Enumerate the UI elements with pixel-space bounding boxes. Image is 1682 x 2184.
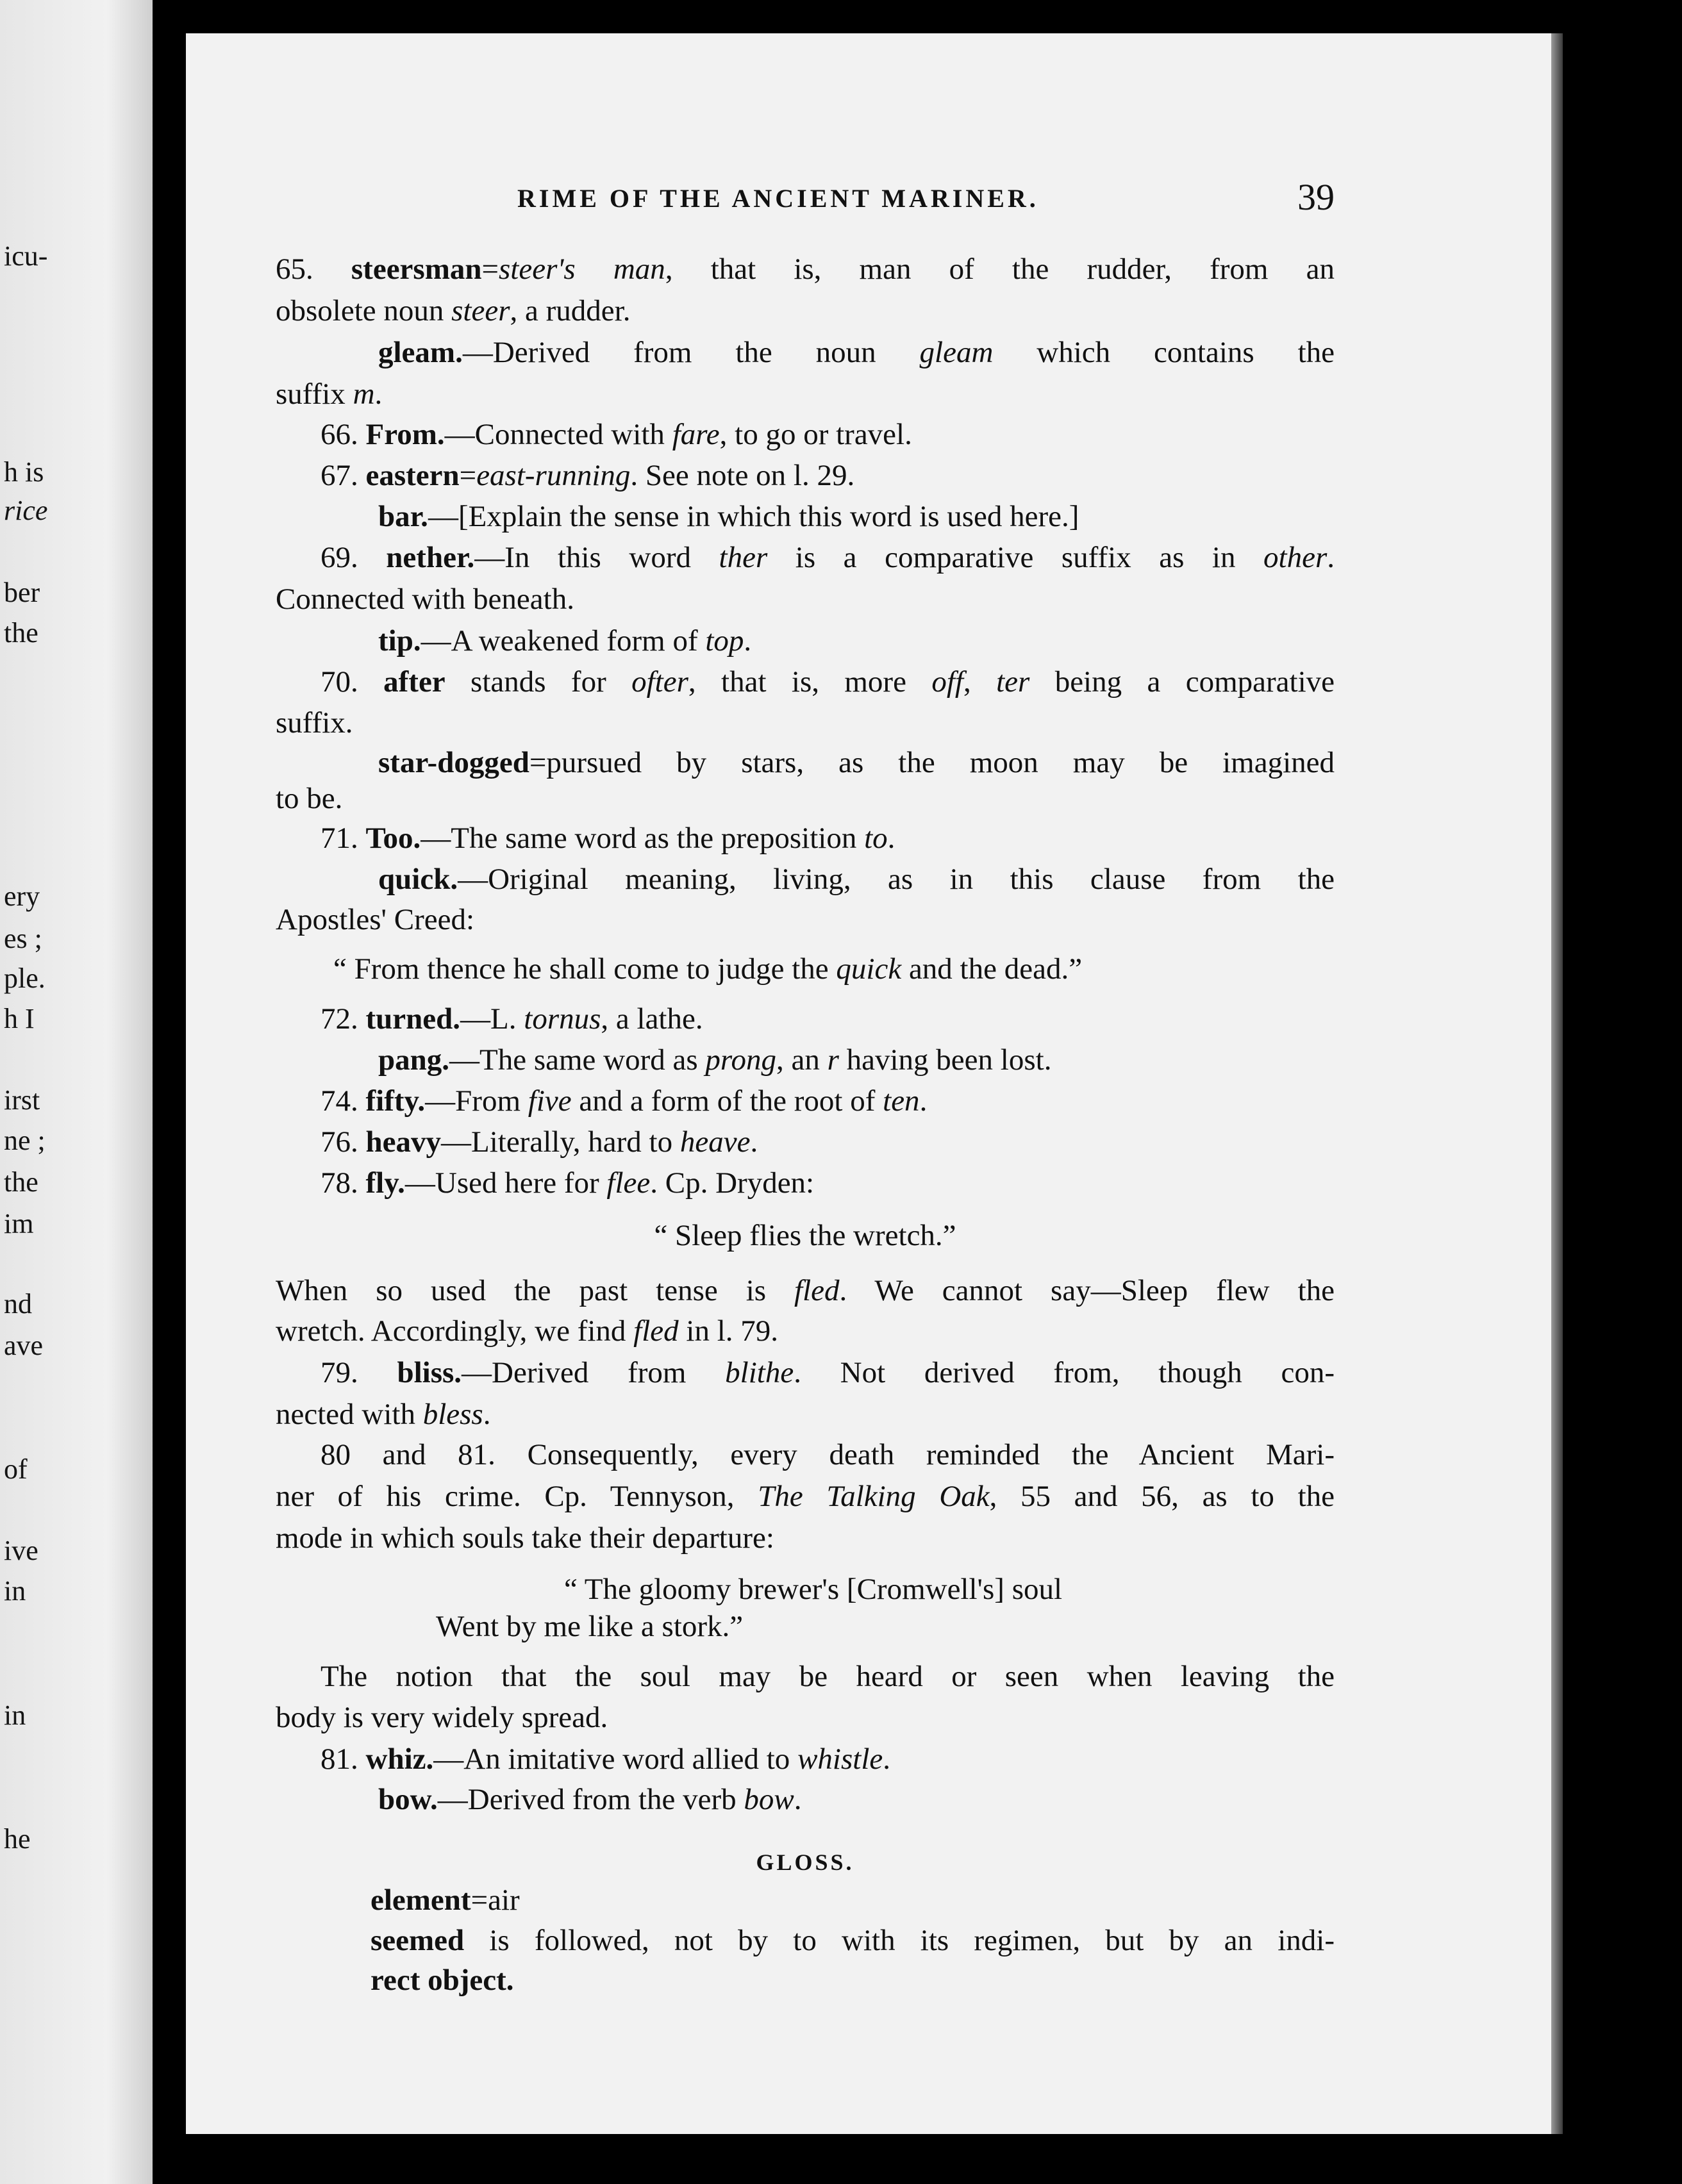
note-line: suffix.	[276, 706, 353, 740]
note-line: 70. after stands for ofter, that is, more off, ter being a comparative	[321, 665, 1335, 699]
quote-line: “ Sleep flies the wretch.”	[654, 1219, 956, 1252]
quote-line: “ The gloomy brewer's [Cromwell's] soul	[564, 1573, 1063, 1606]
quote-line: Went by me like a stork.”	[436, 1610, 744, 1643]
left-fragment: ery	[4, 881, 40, 912]
left-fragment: icu-	[4, 240, 48, 272]
note-line: suffix m.	[276, 377, 383, 411]
note-line: 71. Too.—The same word as the preposition to.	[321, 822, 895, 855]
note-line: body is very widely spread.	[276, 1701, 608, 1734]
gloss-line: element=air	[371, 1883, 520, 1917]
note-line: Connected with beneath.	[276, 583, 574, 616]
note-line: wretch. Accordingly, we find fled in l. 79.	[276, 1314, 779, 1348]
left-fragment: he	[4, 1823, 31, 1855]
note-line: 66. From.—Connected with fare, to go or travel.	[321, 418, 912, 451]
note-line: pang.—The same word as prong, an r having been lost.	[378, 1043, 1052, 1077]
left-fragment: es ;	[4, 923, 42, 954]
gloss-heading: GLOSS.	[756, 1849, 854, 1875]
page-edge-shadow	[1551, 33, 1563, 2134]
left-fragment: ave	[4, 1330, 44, 1361]
note-line: star-dogged=pursued by stars, as the moon may be imagined	[378, 746, 1335, 779]
note-line: Apostles' Creed:	[276, 903, 474, 936]
left-fragment: the	[4, 617, 38, 649]
note-line: 76. heavy—Literally, hard to heave.	[321, 1125, 758, 1159]
left-fragment: ive	[4, 1535, 38, 1566]
left-fragment: im	[4, 1208, 34, 1239]
left-fragment: ple.	[4, 963, 46, 994]
quote-line: “ From thence he shall come to judge the quick and the dead.”	[333, 952, 1083, 986]
running-header	[331, 172, 1335, 223]
left-fragment: the	[4, 1166, 38, 1198]
left-fragment: of	[4, 1453, 28, 1485]
left-page-edge	[0, 0, 153, 2184]
left-fragment: nd	[4, 1288, 32, 1320]
note-line: 74. fifty.—From five and a form of the root of ten.	[321, 1084, 928, 1118]
note-line: bar.—[Explain the sense in which this word is used here.]	[378, 500, 1079, 533]
note-line: obsolete noun steer, a rudder.	[276, 294, 631, 327]
note-line: 81. whiz.—An imitative word allied to whistle.	[321, 1742, 890, 1776]
gloss-line: seemed is followed, not by to with its regimen, but by an indi-	[371, 1924, 1335, 1957]
note-line: quick.—Original meaning, living, as in this clause from the	[378, 863, 1335, 896]
left-fragment: h I	[4, 1003, 35, 1034]
note-line: to be.	[276, 782, 343, 815]
note-line: gleam.—Derived from the noun gleam which contains the	[378, 336, 1335, 369]
note-line: When so used the past tense is fled. We cannot say—Sleep flew the	[276, 1274, 1335, 1307]
left-fragment: in	[4, 1700, 26, 1731]
left-fragment: ne ;	[4, 1125, 46, 1156]
note-line: ner of his crime. Cp. Tennyson, The Talking Oak, 55 and 56, as to the	[276, 1480, 1335, 1513]
note-line: tip.—A weakened form of top.	[378, 624, 752, 658]
note-line: bow.—Derived from the verb bow.	[378, 1783, 802, 1816]
page-number: 39	[1297, 176, 1335, 218]
note-line: 78. fly.—Used here for flee. Cp. Dryden:	[321, 1166, 815, 1200]
left-fragment: ber	[4, 577, 40, 608]
note-line: mode in which souls take their departure:	[276, 1521, 774, 1555]
note-line: 79. bliss.—Derived from blithe. Not derived from, though con-	[321, 1356, 1335, 1389]
note-line: 69. nether.—In this word ther is a comparative suffix as in other.	[321, 541, 1335, 574]
left-fragment: irst	[4, 1084, 40, 1116]
running-title: RIME OF THE ANCIENT MARINER.	[517, 184, 1039, 213]
note-line: 67. eastern=east-running. See note on l. 29.	[321, 459, 855, 492]
gloss-line: rect object.	[371, 1964, 514, 1997]
left-fragment: h is	[4, 456, 44, 488]
left-fragment: in	[4, 1575, 26, 1607]
note-line: nected with bless.	[276, 1398, 491, 1431]
note-line: 80 and 81. Consequently, every death reminded the Ancient Mari-	[321, 1438, 1335, 1471]
note-line: The notion that the soul may be heard or seen when leaving the	[321, 1660, 1335, 1693]
left-fragment: rice	[4, 495, 48, 526]
note-line: 65. steersman=steer's man, that is, man of the rudder, from an	[276, 252, 1335, 286]
note-line: 72. turned.—L. tornus, a lathe.	[321, 1002, 703, 1036]
